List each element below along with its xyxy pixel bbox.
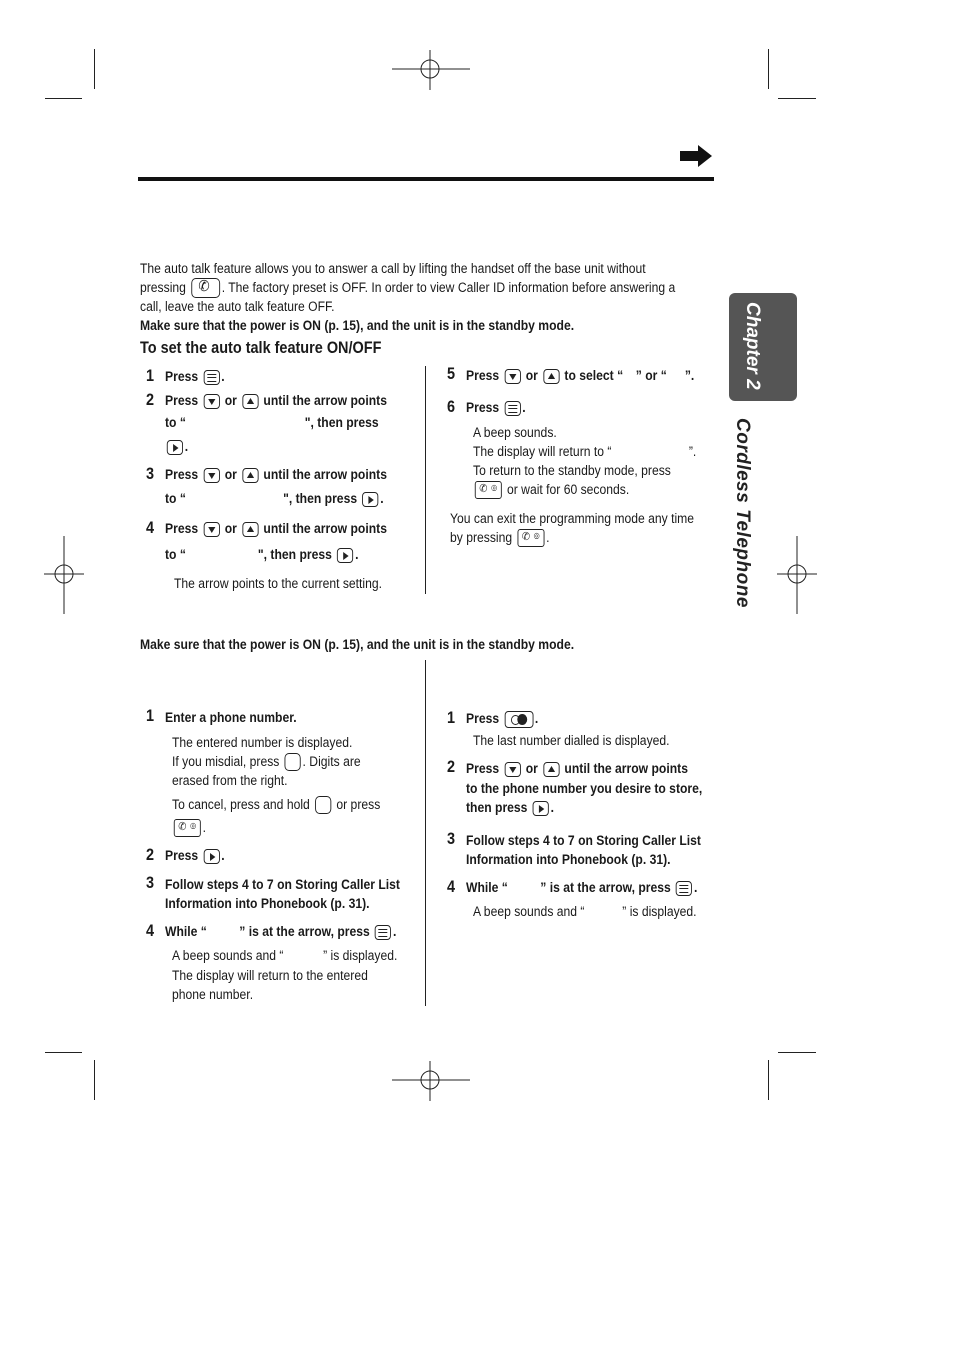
up-button-icon xyxy=(242,468,258,483)
s2r-step-2-text: Press or until the arrow points xyxy=(466,761,688,776)
s2-step-3-line-2: Information into Phonebook (p. 31). xyxy=(165,896,370,911)
off-button-icon: ✆ ◎ xyxy=(517,529,544,547)
menu-button-icon xyxy=(504,401,520,416)
down-button-icon xyxy=(203,522,219,537)
step-1-text: Press . xyxy=(165,369,225,384)
registration-mark xyxy=(777,536,817,614)
step-2-text-2: to “ ", then press xyxy=(165,415,379,430)
step-number: 3 xyxy=(146,464,155,483)
registration-mark xyxy=(392,1061,470,1101)
continue-arrow-icon xyxy=(680,145,712,167)
clear-button-icon xyxy=(285,753,301,771)
registration-mark xyxy=(44,536,84,614)
clear-button-icon xyxy=(315,796,331,814)
crop-mark xyxy=(778,1052,816,1053)
s2r-step-1-text: Press . xyxy=(466,711,539,726)
intro-line-2: pressing ✆ . The factory preset is OFF. In order to view Caller ID information before answering a xyxy=(140,278,675,298)
crop-mark xyxy=(768,49,769,89)
header-rule xyxy=(138,177,714,181)
s2-step-1-line-3: erased from the right. xyxy=(172,773,288,788)
section-label: Cordless Telephone xyxy=(732,418,753,608)
crop-mark xyxy=(778,98,816,99)
s2-step-1-line-4: To cancel, press and hold or press xyxy=(172,795,380,814)
registration-mark xyxy=(392,50,470,90)
section-heading: To set the auto talk feature ON/OFF xyxy=(140,338,382,357)
step-3-text: Press or until the arrow points xyxy=(165,467,387,482)
up-button-icon xyxy=(242,394,258,409)
down-button-icon xyxy=(203,468,219,483)
right-button-icon xyxy=(167,440,183,455)
exit-line-1: You can exit the programming mode any time xyxy=(450,511,695,526)
step-number: 4 xyxy=(146,518,155,537)
step-4-text-2: to “ ", then press . xyxy=(165,547,359,562)
step-6-line-4: ✆ ◎ or wait for 60 seconds. xyxy=(473,480,629,499)
s2r-step-4-text: While “ ” is at the arrow, press . xyxy=(466,880,698,895)
s2r-step-4-line-1: A beep sounds and “ ” is displayed. xyxy=(473,904,697,919)
down-button-icon xyxy=(203,394,219,409)
step-6-line-3: To return to the standby mode, press xyxy=(473,463,671,478)
right-button-icon xyxy=(362,492,378,507)
step-number: 5 xyxy=(447,364,456,383)
s2r-step-3-line-1: Follow steps 4 to 7 on Storing Caller List xyxy=(466,833,701,848)
step-number: 1 xyxy=(447,708,456,727)
right-button-icon xyxy=(533,801,549,816)
menu-button-icon xyxy=(676,881,692,896)
s2-step-1-line-5: ✆ ◎ . xyxy=(172,818,206,837)
intro-note: Make sure that the power is ON (p. 15), and the unit is in the standby mode. xyxy=(140,318,575,333)
talk-button-icon: ✆ xyxy=(191,278,220,298)
step-number: 2 xyxy=(146,845,155,864)
column-divider xyxy=(425,366,426,594)
step-2-text-3: . xyxy=(165,437,188,456)
s2r-step-3-line-2: Information into Phonebook (p. 31). xyxy=(466,852,671,867)
up-button-icon xyxy=(242,522,258,537)
crop-mark xyxy=(94,1060,95,1100)
step-number: 6 xyxy=(447,397,456,416)
s2-step-3-line-1: Follow steps 4 to 7 on Storing Caller List xyxy=(165,877,400,892)
up-button-icon xyxy=(543,762,559,777)
step-number: 1 xyxy=(146,706,155,725)
intro-line-3: call, leave the auto talk feature OFF. xyxy=(140,299,335,314)
crop-mark xyxy=(45,1052,82,1053)
menu-button-icon xyxy=(203,370,219,385)
up-button-icon xyxy=(543,369,559,384)
step-number: 4 xyxy=(146,921,155,940)
s2-step-4-line-3: phone number. xyxy=(172,987,254,1002)
step-number: 2 xyxy=(146,390,155,409)
step-number: 1 xyxy=(146,366,155,385)
chapter-label: Chapter 2 xyxy=(742,302,763,390)
off-button-icon: ✆ ◎ xyxy=(174,819,201,837)
step-3-text-2: to “ ", then press . xyxy=(165,491,384,506)
step-5-text: Press or to select “ ” or “ ”. xyxy=(466,368,695,383)
step-number: 2 xyxy=(447,757,456,776)
menu-button-icon xyxy=(375,925,391,940)
step-number: 4 xyxy=(447,877,456,896)
redial-button-icon xyxy=(504,711,533,728)
down-button-icon xyxy=(504,369,520,384)
section-2-note: Make sure that the power is ON (p. 15), and the unit is in the standby mode. xyxy=(140,637,575,652)
step-6-text: Press . xyxy=(466,400,526,415)
step-4-text: Press or until the arrow points xyxy=(165,521,387,536)
s2r-step-1-line-1: The last number dialled is displayed. xyxy=(473,733,670,748)
step-number: 3 xyxy=(146,873,155,892)
off-button-icon: ✆ ◎ xyxy=(475,481,502,499)
s2-step-4-line-2: The display will return to the entered xyxy=(172,968,368,983)
s2-step-4-text: While “ ” is at the arrow, press . xyxy=(165,924,397,939)
s2r-step-2-line-2: to the phone number you desire to store, xyxy=(466,781,703,796)
intro-line-1: The auto talk feature allows you to answer a call by lifting the handset off the base unit without xyxy=(140,261,646,276)
step-6-line-1: A beep sounds. xyxy=(473,425,557,440)
step-6-line-2: The display will return to “ ”. xyxy=(473,444,697,459)
right-button-icon xyxy=(203,849,219,864)
right-button-icon xyxy=(337,548,353,563)
s2-step-4-line-1: A beep sounds and “ ” is displayed. xyxy=(172,948,398,963)
crop-mark xyxy=(94,49,95,89)
s2r-step-2-line-3: then press . xyxy=(466,800,555,815)
step-4-note: The arrow points to the current setting. xyxy=(174,576,383,591)
step-2-text: Press or until the arrow points xyxy=(165,393,387,408)
column-divider xyxy=(425,660,426,1006)
crop-mark xyxy=(45,98,82,99)
chapter-tab xyxy=(729,293,797,401)
exit-line-2: by pressing ✆ ◎ . xyxy=(450,528,550,547)
s2-step-1-line-1: The entered number is displayed. xyxy=(172,735,353,750)
s2-step-2-text: Press . xyxy=(165,848,225,863)
s2-step-1-line-2: If you misdial, press . Digits are xyxy=(172,752,361,771)
down-button-icon xyxy=(504,762,520,777)
s2-step-1-text: Enter a phone number. xyxy=(165,710,297,725)
crop-mark xyxy=(768,1060,769,1100)
step-number: 3 xyxy=(447,829,456,848)
